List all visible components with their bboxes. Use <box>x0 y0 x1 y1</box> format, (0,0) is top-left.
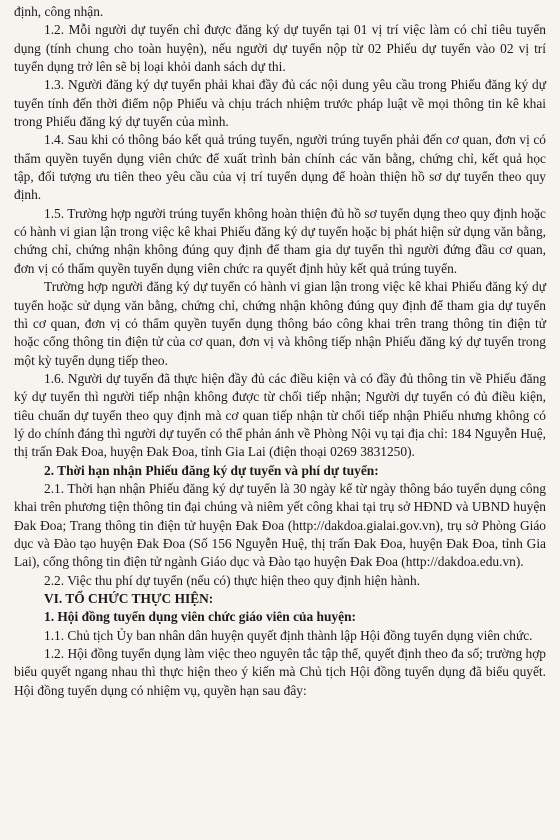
paragraph-council-1-2: 1.2. Hội đồng tuyển dụng làm việc theo nguyên tắc tập thể, quyết định theo đa số; trường hợp biểu quyết ngang nhau thì thực hiện theo ý kiến mà Chủ tịch Hội đồng tuyển dụng đã biểu quyết. Hội đồng tuyển dụng có nhiệm vụ, quyền hạn sau đây: <box>14 646 546 698</box>
paragraph-council-1-1: 1.1. Chủ tịch Ủy ban nhân dân huyện quyết định thành lập Hội đồng tuyển dụng viên chức. <box>44 627 533 643</box>
paragraph-1-4: 1.4. Sau khi có thông báo kết quả trúng tuyển, người trúng tuyển phải đến cơ quan, đơn vị có thẩm quyền tuyển dụng viên chức để xuất trình bản chính các văn bằng, chứng chỉ, kết quả học tập, đối tượng ưu tiên theo yêu cầu của vị trí tuyển dụng để hoàn thiện hồ sơ dự tuyển theo quy định. <box>14 132 546 203</box>
paragraph-1-3: 1.3. Người đăng ký dự tuyển phải khai đầy đủ các nội dung yêu cầu trong Phiếu đăng ký dự tuyển tính đến thời điểm nộp Phiếu và chịu trách nhiệm trước pháp luật về mọi thông tin kê khai trong Phiếu đăng ký dự tuyển của mình. <box>14 77 546 130</box>
paragraph-continuation: định, công nhận. <box>14 4 104 19</box>
paragraph-1-5-cont: Trường hợp người đăng ký dự tuyển có hành vi gian lận trong việc kê khai Phiếu đăng ký dự tuyển hoặc sử dụng văn bằng, chứng chỉ, chứng nhận không đúng quy định để tham gia dự tuyển thì cơ quan, đơn vị có thẩm quyền tuyển dụng thông báo công khai trên trang thông tin điện tử hoặc cổng thông tin điện tử của cơ quan, đơn vị và không tiếp nhận Phiếu đăng ký dự tuyển trong một kỳ tuyển dụng tiếp theo. <box>14 279 546 368</box>
paragraph-2-2: 2.2. Việc thu phí dự tuyển (nếu có) thực hiện theo quy định hiện hành. <box>44 572 421 588</box>
paragraph-1-2: 1.2. Mỗi người dự tuyển chỉ được đăng ký dự tuyển tại 01 vị trí việc làm có chỉ tiêu tuyển dụng (tính chung cho toàn huyện), nếu người dự tuyển nộp từ 02 Phiếu dự tuyển vào 02 vị trí tuyển dụng trở lên sẽ bị loại khỏi danh sách dự thi. <box>14 22 546 75</box>
paragraph-1-5: 1.5. Trường hợp người trúng tuyển không hoàn thiện đủ hồ sơ tuyển dụng theo quy định hoặc có hành vi gian lận trong việc kê khai Phiếu đăng ký dự tuyển hoặc bị phát hiện sử dụng văn bằng, chứng chỉ, chứng nhận không đúng quy định để tham gia dự tuyển thì người đứng đầu cơ quan, đơn vị có thẩm quyền tuyển dụng viên chức ra quyết định hủy kết quả trúng tuyển. <box>14 205 546 276</box>
paragraph-1-6: 1.6. Người dự tuyển đã thực hiện đầy đủ các điều kiện và có đầy đủ thông tin về Phiếu đăng ký dự tuyển thì người tiếp nhận không được từ chối tiếp nhận; Người dự tuyển có đủ điều kiện, tiêu chuẩn dự tuyển theo quy định mà cơ quan tiếp nhận từ chối tiếp nhận Phiếu nhưng không có lý do chính đáng thì người dự tuyển có thể phản ánh về Phòng Nội vụ tại địa chỉ: 184 Nguyễn Huệ, thị trấn Đak Đoa, huyện Đak Đoa, tỉnh Gia Lai (điện thoại 0269 3831250). <box>14 370 546 460</box>
heading-section-vi: VI. TỔ CHỨC THỰC HIỆN: <box>44 591 214 606</box>
heading-council: 1. Hội đồng tuyển dụng viên chức giáo viên của huyện: <box>44 609 356 625</box>
heading-section-2: 2. Thời hạn nhận Phiếu đăng ký dự tuyển và phí dự tuyển: <box>44 462 379 478</box>
paragraph-2-1: 2.1. Thời hạn nhận Phiếu đăng ký dự tuyển là 30 ngày kể từ ngày thông báo tuyển dụng công khai trên phương tiện thông tin đại chúng và niêm yết công khai tại trụ sở HĐND và UBND huyện Đak Đoa; Trang thông tin điện tử huyện Đak Đoa (http://dakdoa.gialai.gov.vn), trụ sở Phòng Giáo dục và Đào tạo huyện Đak Đoa (Số 156 Nguyễn Huệ, thị trấn Đak Đoa, huyện Đak Đoa, tỉnh Gia Lai), cổng thông tin điện tử ngành Giáo dục và Đào tạo huyện Đak Đoa (http://dakdoa.edu.vn). <box>14 480 546 570</box>
